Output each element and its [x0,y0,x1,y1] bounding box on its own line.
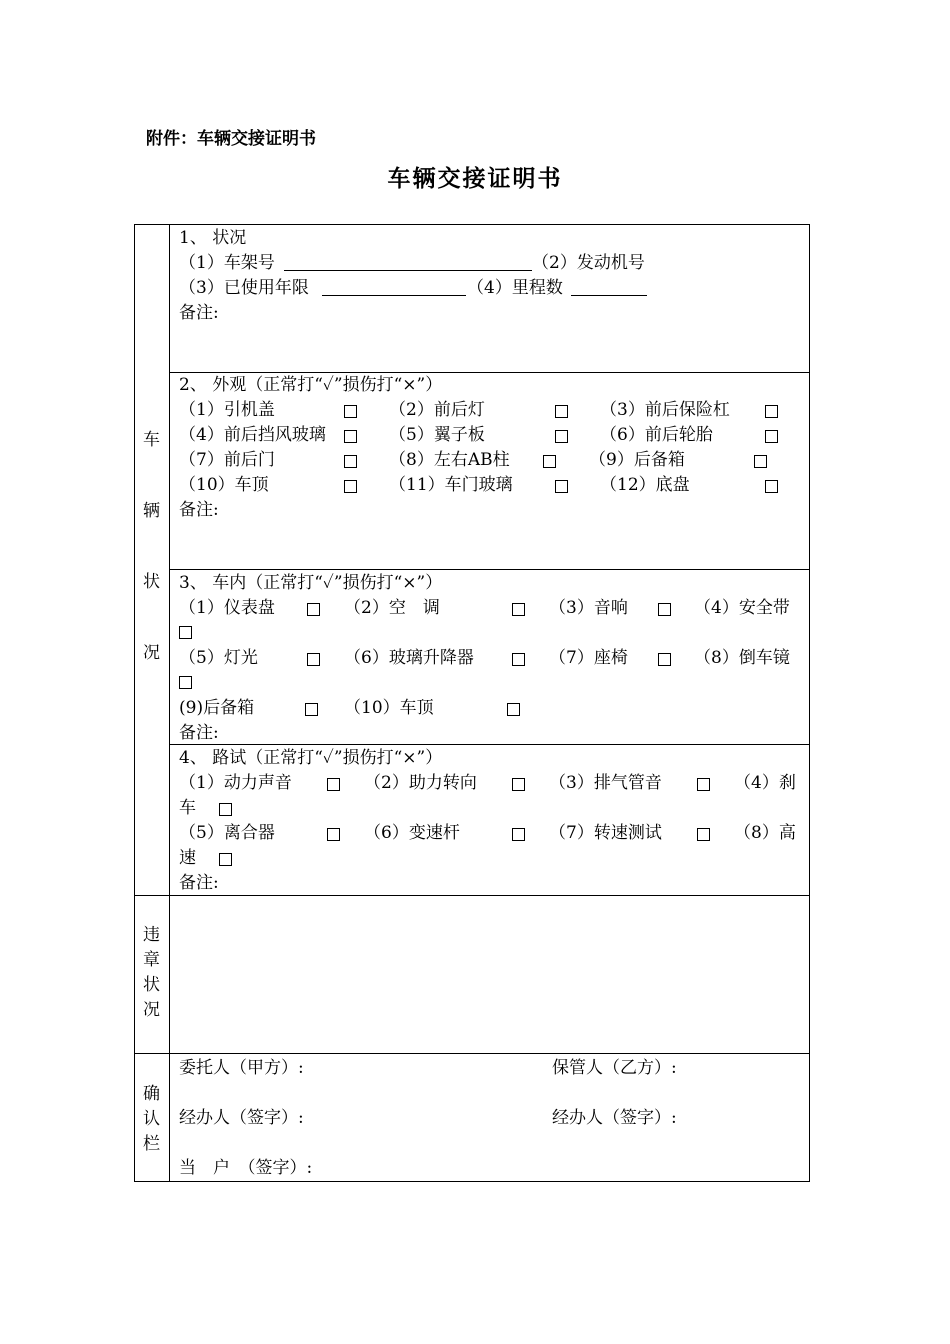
mileage-label: （4）里程数 [467,278,563,298]
exterior-item: （8）左右AB柱 [389,450,510,470]
road-test-item: （2）助力转向 [364,773,477,793]
exterior-checkbox[interactable] [344,480,357,493]
violation-side-label: 违 章 状 况 [143,925,160,1020]
vin-label: （1）车架号 [179,253,275,273]
mileage-field[interactable] [571,295,647,296]
attachment-label: 附件：车辆交接证明书 [146,129,316,149]
road-test-checkbox[interactable] [327,778,340,791]
form-left-border [134,224,135,1182]
years-used-field[interactable] [322,295,466,296]
exterior-heading: 2、 外观（正常打“✓”损伤打“×”） [179,375,443,395]
interior-checkbox[interactable] [179,676,192,689]
handover-form [134,224,810,1182]
road-test-item: （5）离合器 [179,823,275,843]
engine-number-label: （2）发动机号 [532,253,645,273]
exterior-checkbox[interactable] [543,455,556,468]
road-test-checkbox[interactable] [219,853,232,866]
road-test-item: （1）动力声音 [179,773,292,793]
interior-checkbox[interactable] [658,603,671,616]
principal-label: 委托人（甲方）: [179,1058,304,1078]
exterior-checkbox[interactable] [555,430,568,443]
road-test-checkbox[interactable] [512,828,525,841]
exterior-item: （9）后备箱 [589,450,685,470]
exterior-checkbox[interactable] [555,480,568,493]
interior-checkbox[interactable] [512,653,525,666]
years-used-label: （3）已使用年限 [179,278,309,298]
road-test-item: （3）排气管音 [549,773,662,793]
form-right-border [809,224,810,1182]
interior-checkbox[interactable] [307,603,320,616]
interior-checkbox[interactable] [305,703,318,716]
interior-item: (9)后备箱 [179,698,255,718]
exterior-item: （4）前后挡风玻璃 [179,425,326,445]
interior-item: （4）安全带 [694,598,790,618]
exterior-item: （7）前后门 [179,450,275,470]
exterior-item: （11）车门玻璃 [389,475,513,495]
confirm-side-label: 确 认 栏 [143,1084,160,1154]
road-test-checkbox[interactable] [697,828,710,841]
violation-content-area[interactable] [170,896,809,1053]
vin-field[interactable] [284,270,532,271]
exterior-item: （6）前后轮胎 [600,425,713,445]
road-test-checkbox[interactable] [219,803,232,816]
form-top-border [134,224,810,225]
road-test-item: （7）转速测试 [549,823,662,843]
interior-item: （5）灯光 [179,648,258,668]
document-title: 车辆交接证明书 [387,166,563,192]
exterior-item: （1）引机盖 [179,400,275,420]
interior-item: （1）仪表盘 [179,598,275,618]
exterior-checkbox[interactable] [555,405,568,418]
interior-checkbox[interactable] [179,626,192,639]
row-divider-3 [169,744,810,745]
form-bottom-border [134,1181,810,1182]
road-test-checkbox[interactable] [697,778,710,791]
exterior-item: （12）底盘 [600,475,690,495]
exterior-item: （10）车顶 [179,475,269,495]
road-test-remark: 备注: [179,873,219,893]
exterior-checkbox[interactable] [344,455,357,468]
interior-item: （6）玻璃升降器 [344,648,474,668]
exterior-item: （2）前后灯 [389,400,485,420]
road-test-item: 速 [179,848,196,868]
interior-item: （3）音响 [549,598,628,618]
owner-signature-label: 当 户 （签字）: [179,1158,313,1178]
status-remark: 备注: [179,303,219,323]
interior-checkbox[interactable] [512,603,525,616]
interior-checkbox[interactable] [658,653,671,666]
road-test-item: 车 [179,798,196,818]
interior-remark: 备注: [179,723,219,743]
row-divider-2 [169,569,810,570]
exterior-checkbox[interactable] [765,405,778,418]
section-divider-confirm [134,1053,810,1054]
road-test-item: （6）变速杆 [364,823,460,843]
exterior-item: （5）翼子板 [389,425,485,445]
road-test-checkbox[interactable] [327,828,340,841]
exterior-item: （3）前后保险杠 [600,400,730,420]
interior-item: （10）车顶 [344,698,434,718]
interior-item: （7）座椅 [549,648,628,668]
vehicle-status-side-label: 车 辆 状 况 [143,430,160,663]
custodian-label: 保管人（乙方）: [552,1058,677,1078]
exterior-checkbox[interactable] [344,430,357,443]
interior-item: （2）空 调 [344,598,440,618]
exterior-checkbox[interactable] [765,430,778,443]
interior-item: （8）倒车镜 [694,648,790,668]
row-divider-1 [169,372,810,373]
road-test-item: （8）高 [734,823,796,843]
interior-checkbox[interactable] [507,703,520,716]
handler-b-label: 经办人（签字）: [552,1108,677,1128]
interior-checkbox[interactable] [307,653,320,666]
road-test-item: （4）刹 [734,773,796,793]
road-test-checkbox[interactable] [512,778,525,791]
exterior-remark: 备注: [179,500,219,520]
exterior-checkbox[interactable] [754,455,767,468]
exterior-checkbox[interactable] [344,405,357,418]
interior-heading: 3、 车内（正常打“✓”损伤打“×”） [179,573,443,593]
road-test-heading: 4、 路试（正常打“✓”损伤打“×”） [179,748,443,768]
status-heading: 1、 状况 [179,228,247,248]
exterior-checkbox[interactable] [765,480,778,493]
handler-a-label: 经办人（签字）: [179,1108,304,1128]
